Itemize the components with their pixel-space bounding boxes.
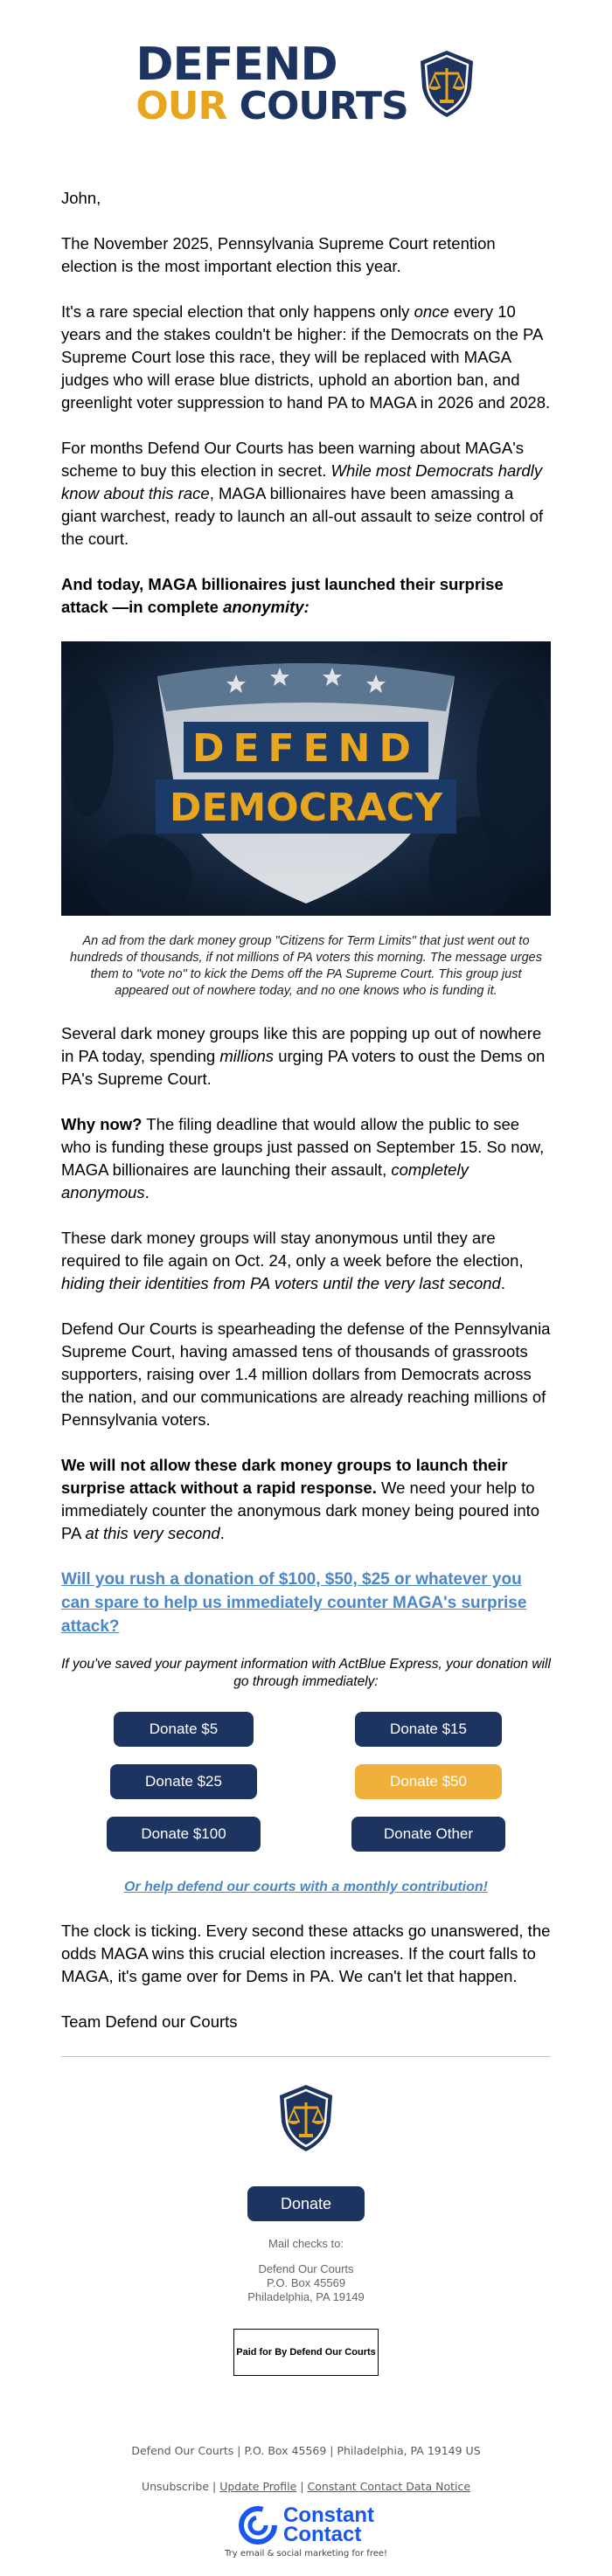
paragraph-stakes: It's a rare special election that only happens only once every 10 years and the stakes couldn't be higher: if the Democrats on the PA Supreme Court lose this race, they will be replaced with MAGA judges who will erase blue districts, uphold an abortion ban, and greenlight voter suppression to hand PA to MAGA in 2026 and 2028.: [61, 302, 551, 412]
defend-our-courts-logo[interactable]: [136, 38, 476, 128]
paragraph-attack: And today, MAGA billionaires just launched their surprise attack —in complete anonymity:: [61, 575, 504, 616]
paragraph-spearheading: Defend Our Courts is spearheading the defense of the Pennsylvania Supreme Court, having amassed tens of thousands of grassroots supporters, raising over 1.4 million dollars from Democrats across the nation, and our communications are already reaching millions of Pennsylvania voters.: [61, 1319, 551, 1429]
footer-donate-button[interactable]: Donate: [247, 2186, 365, 2221]
donate-100-button[interactable]: Donate $100: [107, 1817, 261, 1852]
paragraph-dark-money: Several dark money groups like this are popping up out of nowhere in PA today, spending millions urging PA voters to oust the Dems on PA's Supreme Court.: [61, 1024, 546, 1088]
update-profile-link[interactable]: Update Profile: [219, 2480, 297, 2493]
email-body: [0, 187, 612, 2033]
shield-scales-icon: [417, 49, 476, 119]
donate-25-button[interactable]: Donate $25: [110, 1764, 257, 1799]
constant-contact-icon: [238, 2505, 278, 2545]
image-caption: An ad from the dark money group "Citizens for Term Limits" that just went out to hundreds of thousands, if not millions of PA voters this morning. The message urges them to "vote no" to kick the Dems off the PA Supreme Court. This group just appeared out of nowhere today, and no one knows who is funding it.: [70, 934, 542, 998]
mailing-address: Defend Our Courts P.O. Box 45569 Philadelphia, PA 19149: [247, 2262, 365, 2303]
hero-text-defend: DEFEND: [191, 726, 421, 771]
logo-our: OUR: [136, 84, 227, 128]
footer-links: Unsubscribe | Update Profile | Constant Contact Data Notice: [141, 2480, 471, 2493]
shield-scales-icon: [276, 2083, 336, 2153]
defend-democracy-ad-image[interactable]: [61, 641, 551, 916]
unsubscribe-link[interactable]: Unsubscribe: [141, 2480, 210, 2493]
donate-50-button[interactable]: Donate $50: [355, 1764, 502, 1799]
monthly-contribution-link[interactable]: Or help defend our courts with a monthly contribution!: [124, 1880, 488, 1894]
donation-ask-link[interactable]: Will you rush a donation of $100, $50, $25 or whatever you can spare to help us immediately counter MAGA's surprise attack?: [61, 1570, 527, 1636]
cc-line-1: Constant: [283, 2503, 374, 2527]
donate-button-grid: [61, 1712, 551, 1852]
signoff: Team Defend our Courts: [61, 2012, 238, 2031]
logo-line-our-courts: [136, 84, 408, 128]
donate-15-button[interactable]: Donate $15: [355, 1712, 502, 1747]
paragraph-rapid-response: We will not allow these dark money groups to launch their surprise attack without a rapid response. We need your help to immediately counter the anonymous dark money being poured into PA at this very second.: [61, 1456, 540, 1542]
footer: [0, 2057, 612, 2376]
paid-for-disclaimer: Paid for By Defend Our Courts: [233, 2329, 379, 2376]
paragraph-clock: The clock is ticking. Every second these attacks go unanswered, the odds MAGA wins this crucial election increases. If the court falls to MAGA, it's game over for Dems in PA. We can't let that happen.: [61, 1922, 551, 1985]
hero-text-democracy: DEMOCRACY: [169, 786, 443, 830]
header: [0, 0, 612, 168]
logo-courts: COURTS: [239, 84, 408, 128]
paragraph-anonymous: These dark money groups will stay anonymous until they are required to file again on Oct. 24, only a week before the election, hiding their identities from PA voters until the very last second.: [61, 1229, 524, 1292]
actblue-express-note: If you've saved your payment information with ActBlue Express, your donation will go through immediately:: [61, 1657, 551, 1689]
data-notice-link[interactable]: Constant Contact Data Notice: [307, 2480, 471, 2493]
donate-5-button[interactable]: Donate $5: [114, 1712, 254, 1747]
cc-line-2: Contact: [283, 2523, 362, 2546]
mail-checks-label: Mail checks to:: [268, 2237, 344, 2250]
donate-other-button[interactable]: Donate Other: [351, 1817, 505, 1852]
paragraph-election: The November 2025, Pennsylvania Supreme Court retention election is the most important election this year.: [61, 234, 496, 275]
constant-contact-logo[interactable]: [238, 2505, 374, 2545]
logo-line-defend: DEFEND: [136, 38, 337, 91]
cc-tagline[interactable]: Try email & social marketing for free!: [224, 2549, 388, 2559]
footer-address: Defend Our Courts | P.O. Box 45569 | Philadelphia, PA 19149 US: [131, 2444, 481, 2457]
greeting: John,: [61, 189, 101, 207]
logo-wordmark: [136, 38, 408, 128]
paragraph-why-now: Why now? The filing deadline that would allow the public to see who is funding these groups just passed on September 15. So now, MAGA billionaires are launching their assault, completely anonymous.: [61, 1115, 545, 1201]
paragraph-warning: For months Defend Our Courts has been warning about MAGA's scheme to buy this election in secret. While most Democrats hardly know about this race, MAGA billionaires have been amassing a giant warchest, ready to launch an all-out assault to seize control of the court.: [61, 439, 544, 548]
